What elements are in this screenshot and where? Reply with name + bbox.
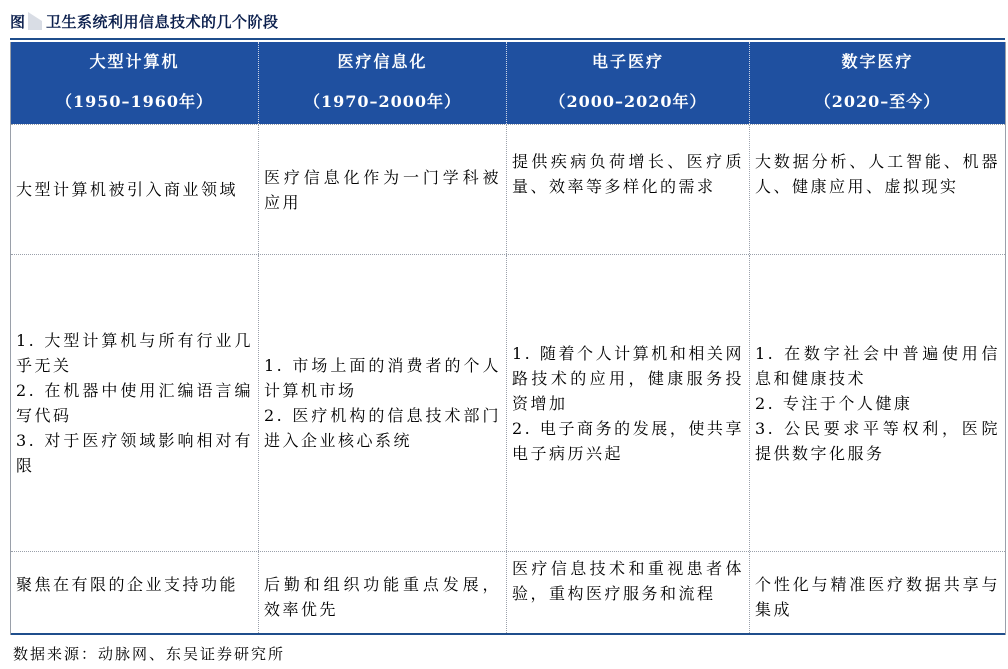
table-row-characteristics xyxy=(11,254,1005,551)
list-item: 1. 大型计算机与所有行业几乎无关 xyxy=(16,331,253,375)
table-header-row xyxy=(11,42,1005,124)
header-cell-medical-informatization xyxy=(259,42,507,124)
stages-table xyxy=(10,42,1006,635)
table-cell xyxy=(259,125,507,254)
list-item: 2. 专注于个人健康 xyxy=(755,393,913,413)
table-cell xyxy=(11,125,259,254)
cell-text: 个性化与精准医疗数据共享与集成 xyxy=(755,575,1000,619)
header-stage-name: 医疗信息化 xyxy=(337,52,428,71)
table-cell xyxy=(750,255,1005,551)
list-item: 1. 市场上面的消费者的个人计算机市场 xyxy=(264,356,501,400)
table-cell xyxy=(11,255,259,551)
figure-title-bar xyxy=(10,4,1005,40)
header-stage-period: （1970–2000年） xyxy=(303,92,462,111)
data-source-note: 数据来源：动脉网、东吴证券研究所 xyxy=(13,645,286,663)
cell-list xyxy=(264,353,501,453)
header-cell-ehealth xyxy=(507,42,750,124)
cell-text: 提供疾病负荷增长、医疗质量、效率等多样化的需求 xyxy=(512,152,744,196)
table-cell xyxy=(11,552,259,633)
table-cell xyxy=(507,552,750,633)
list-item: 3. 公民要求平等权利，医院提供数字化服务 xyxy=(755,418,1000,463)
cell-list xyxy=(512,341,744,466)
header-cell-mainframe xyxy=(11,42,259,124)
table-cell xyxy=(750,552,1005,633)
figure-label: 图 xyxy=(10,12,26,31)
cell-text: 医疗信息技术和重视患者体验，重构医疗服务和流程 xyxy=(512,559,744,603)
header-stage-name: 大型计算机 xyxy=(89,52,180,71)
table-cell xyxy=(507,125,750,254)
table-cell xyxy=(750,125,1005,254)
list-item: 1. 随着个人计算机和相关网路技术的应用，健康服务投资增加 xyxy=(512,343,744,413)
table-row-overview xyxy=(11,124,1005,254)
header-stage-name: 数字医疗 xyxy=(841,52,914,71)
list-item: 3. 对于医疗领域影响相对有限 xyxy=(16,431,253,475)
header-stage-name: 电子医疗 xyxy=(591,52,664,71)
cell-text: 后勤和组织功能重点发展，效率优先 xyxy=(264,575,501,619)
title-triangle-icon xyxy=(28,12,42,30)
cell-text: 医疗信息化作为一门学科被应用 xyxy=(264,167,501,212)
cell-text: 聚焦在有限的企业支持功能 xyxy=(16,575,239,594)
cell-text: 大数据分析、人工智能、机器人、健康应用、虚拟现实 xyxy=(755,152,1000,196)
table-cell xyxy=(507,255,750,551)
cell-list xyxy=(755,341,1000,466)
list-item: 1. 在数字社会中普遍使用信息和健康技术 xyxy=(755,343,1000,388)
header-stage-period: （1950–1960年） xyxy=(55,92,214,111)
list-item: 2. 电子商务的发展，使共享电子病历兴起 xyxy=(512,418,744,463)
cell-text: 大型计算机被引入商业领域 xyxy=(16,180,239,199)
header-cell-digital-health xyxy=(750,42,1005,124)
header-stage-period: （2020–至今） xyxy=(814,92,941,111)
cell-list xyxy=(16,328,253,478)
table-row-focus xyxy=(11,551,1005,635)
figure-title: 卫生系统利用信息技术的几个阶段 xyxy=(46,12,279,31)
table-cell xyxy=(259,552,507,633)
table-cell xyxy=(259,255,507,551)
list-item: 2. 医疗机构的信息技术部门进入企业核心系统 xyxy=(264,406,501,450)
list-item: 2. 在机器中使用汇编语言编写代码 xyxy=(16,381,253,425)
header-stage-period: （2000–2020年） xyxy=(549,92,707,111)
